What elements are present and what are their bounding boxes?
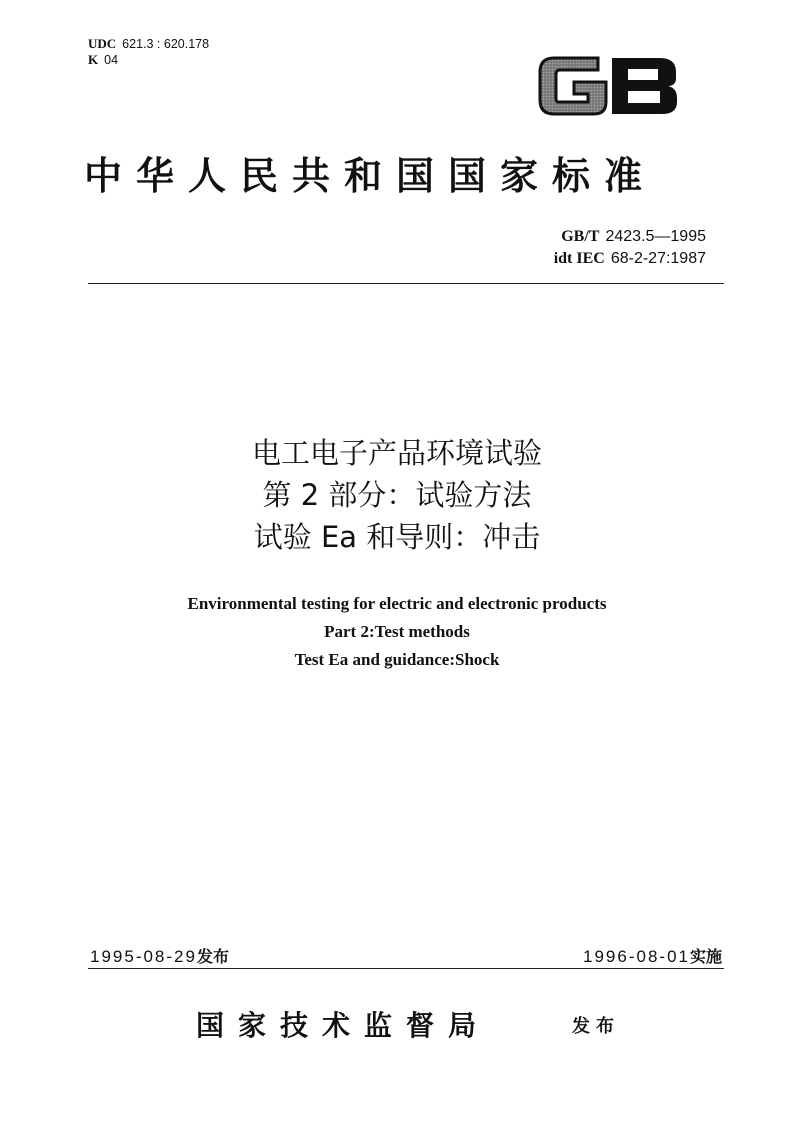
chinese-title-line-2: 第 2 部分：试验方法: [262, 478, 532, 512]
chinese-title-line-1: 电工电子产品环境试验: [251, 436, 542, 470]
bottom-divider: [88, 968, 724, 969]
english-title-line-2: Part 2:Test methods: [324, 622, 470, 641]
english-title-line-1: Environmental testing for electric and electronic products: [187, 594, 607, 613]
effective-date-block: [583, 944, 722, 967]
k-value: 04: [104, 53, 119, 67]
effective-label: 实施: [689, 947, 722, 966]
idt-number: 68-2-27:1987: [610, 250, 706, 267]
gb-standard-logo: [536, 50, 681, 122]
standard-number: 2423.5—1995: [605, 228, 706, 245]
classification-block: [88, 36, 209, 68]
national-standard-title: 中华人民共和国国家标准: [84, 154, 657, 198]
issuer-name: 国家技术监督局: [196, 1009, 491, 1042]
k-label: K: [88, 52, 99, 67]
udc-label: UDC: [88, 36, 117, 51]
k-row: [88, 52, 209, 68]
issuer-action: 发布: [572, 1016, 620, 1037]
chinese-title-line-3: 试验 Ea 和导则：冲击: [253, 520, 541, 554]
idt-number-row: [420, 248, 706, 270]
idt-prefix: idt IEC: [553, 250, 605, 267]
udc-value: 621.3 : 620.178: [122, 37, 210, 51]
english-title: [100, 590, 694, 674]
issue-date-block: [90, 944, 229, 967]
issue-label: 发布: [196, 947, 229, 966]
chinese-title: [100, 432, 694, 558]
standard-prefix: GB/T: [561, 228, 600, 245]
issue-date: 1995-08-29: [90, 947, 197, 966]
english-title-line-3: Test Ea and guidance:Shock: [294, 650, 500, 669]
top-divider: [88, 283, 724, 284]
effective-date: 1996-08-01: [583, 947, 690, 966]
standard-number-row: [420, 226, 706, 248]
udc-row: [88, 36, 209, 52]
standard-number-block: [420, 226, 706, 270]
